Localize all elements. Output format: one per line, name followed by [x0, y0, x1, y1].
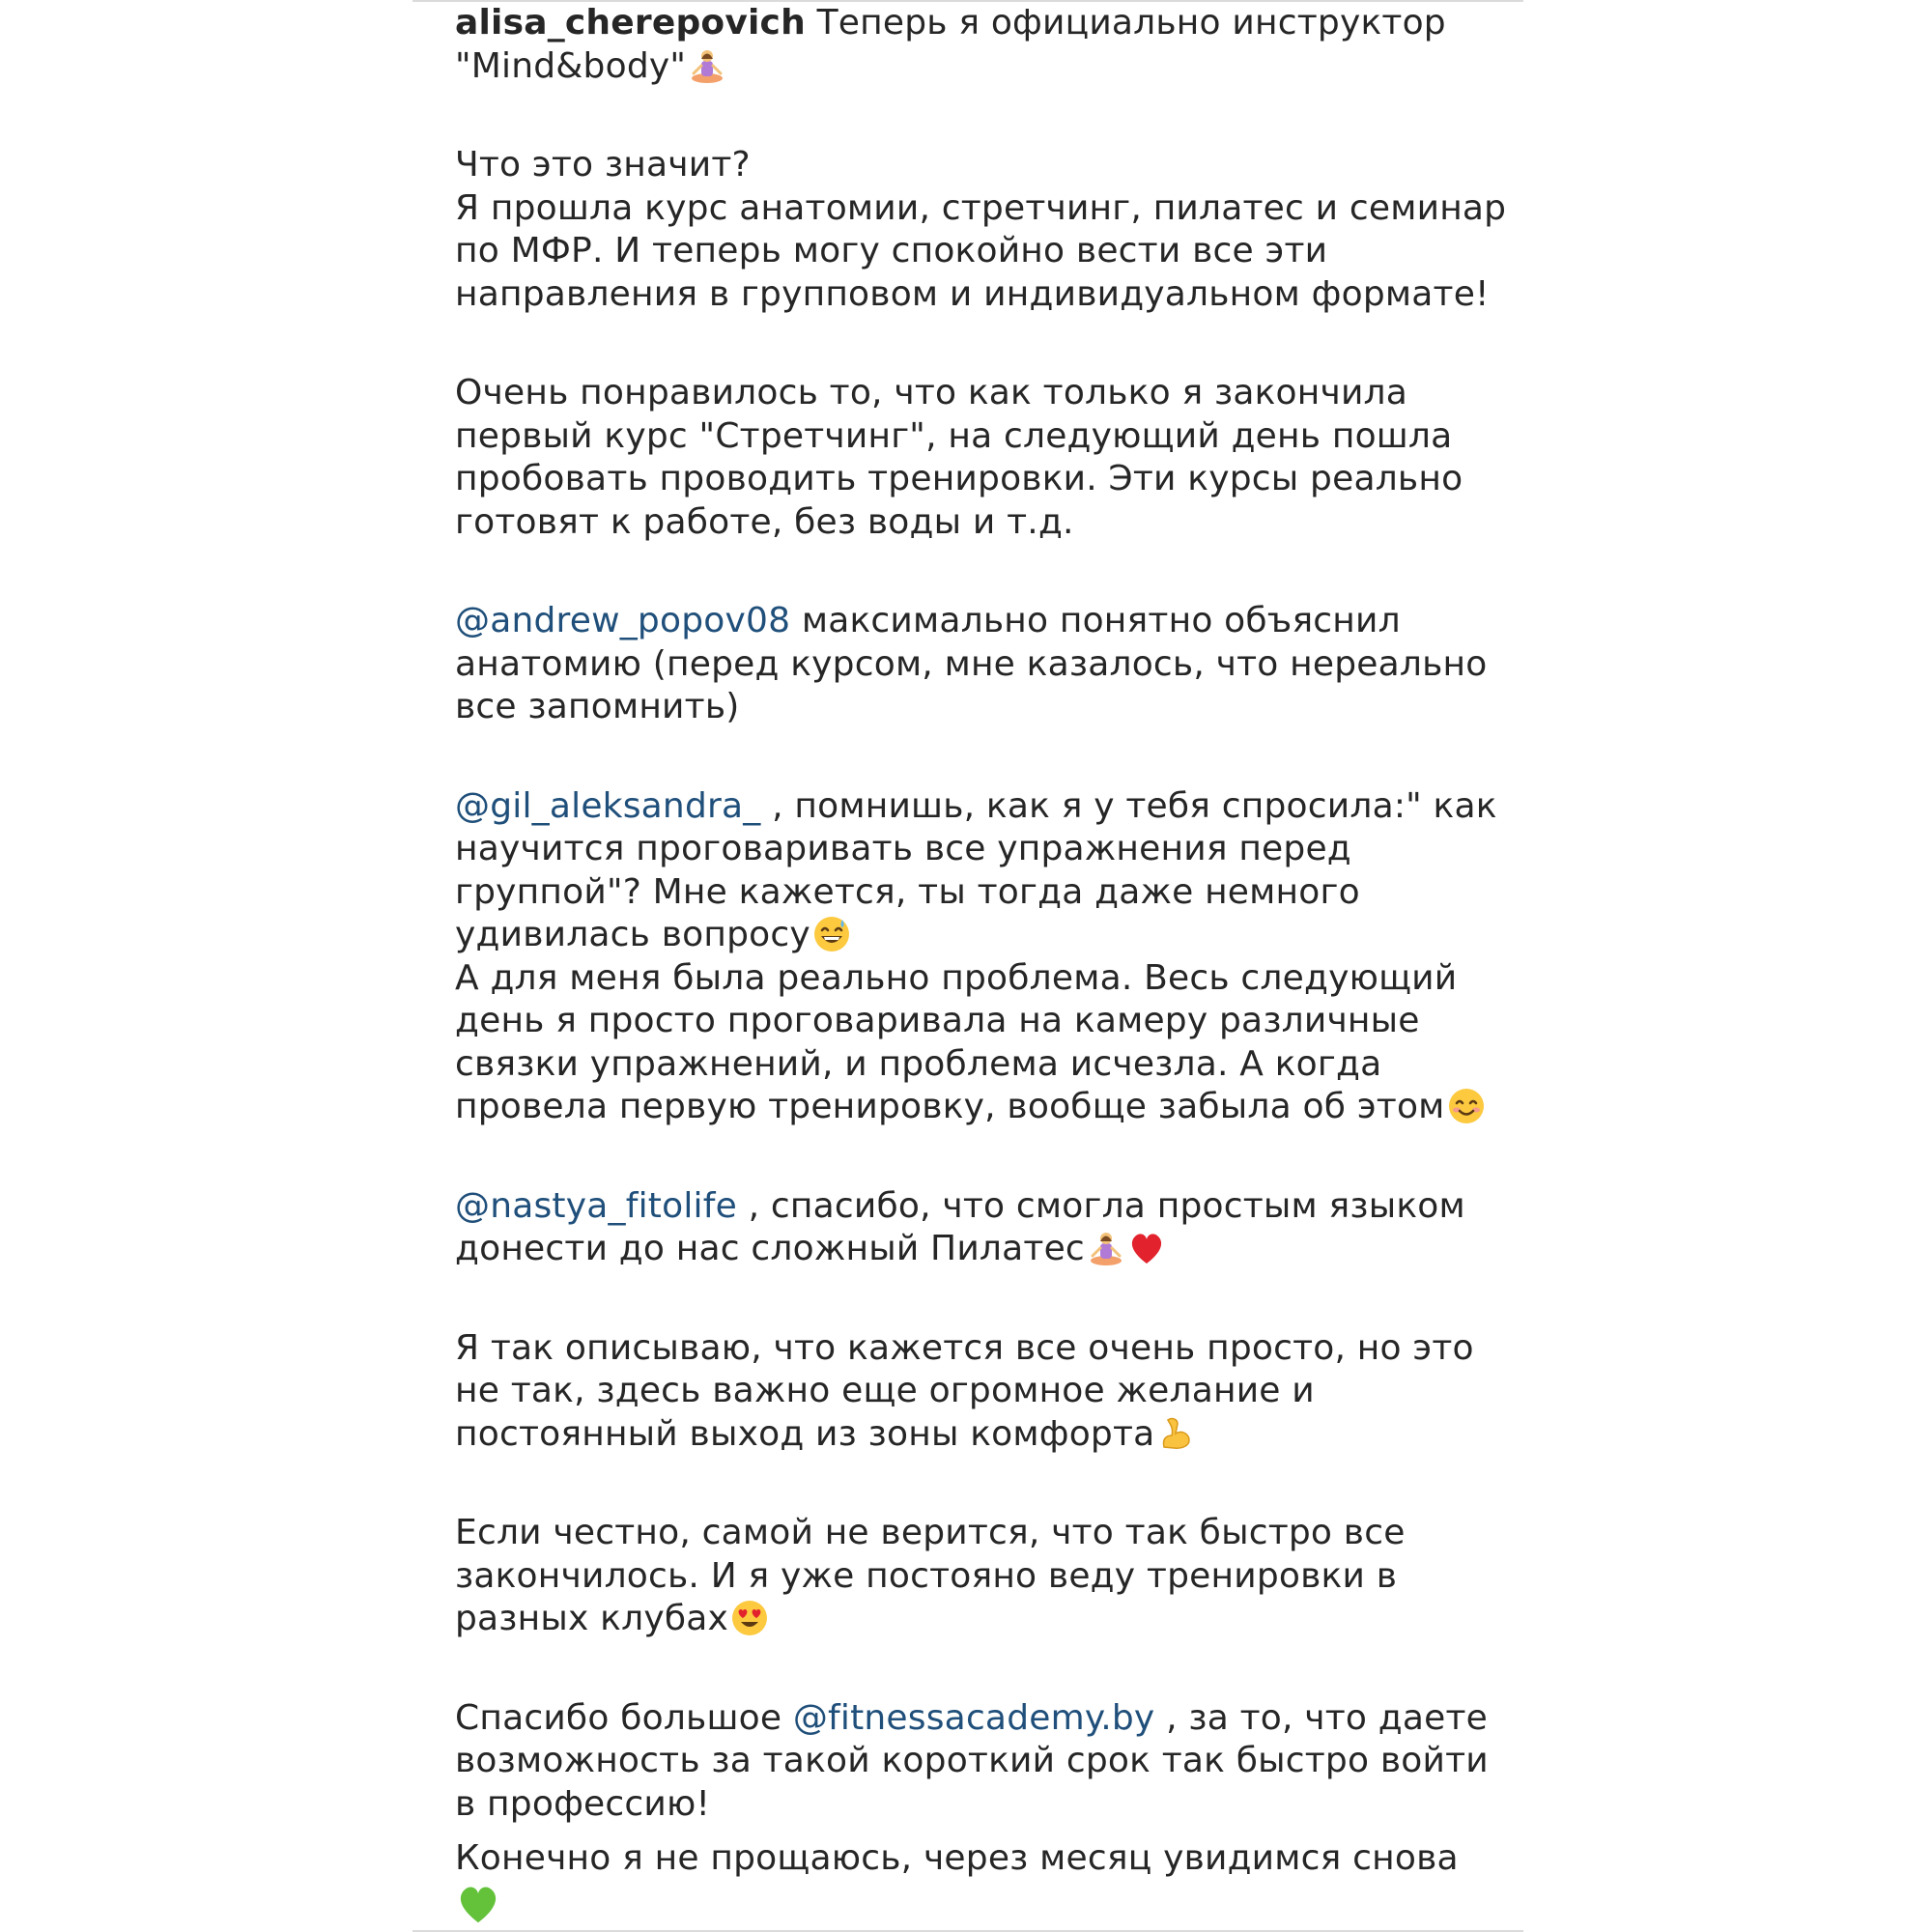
caption-line: А для меня была реально проблема. Весь следующий — [455, 957, 1458, 998]
paragraph-gap — [455, 729, 1498, 785]
caption-line: в профессию! — [455, 1783, 711, 1824]
smile-emoji-icon — [1447, 1087, 1486, 1125]
green-heart-emoji-icon — [455, 1881, 501, 1927]
caption-text: , помнишь, как я у тебя спросила:" как — [760, 785, 1497, 826]
mention-link[interactable]: @gil_aleksandra_ — [455, 785, 761, 826]
caption-line — [455, 914, 1498, 957]
caption-line: направления в групповом и индивидуальном формате! — [455, 273, 1490, 314]
caption-line: Если честно, самой не верится, что так быстро все — [455, 1513, 1406, 1552]
paragraph-gap — [455, 544, 1498, 600]
caption-line: день я просто проговаривала на камеру различные — [455, 1001, 1420, 1040]
post-caption-panel — [412, 0, 1523, 1932]
caption-line: пробовать проводить тренировки. Эти курсы реально — [455, 459, 1463, 498]
caption-line: связки упражнений, и проблема исчезла. А когда — [455, 1043, 1382, 1084]
caption-line: возможность за такой короткий срок так быстро войти — [455, 1741, 1489, 1780]
caption-line: Я так описываю, что кажется все очень просто, но это — [455, 1327, 1474, 1368]
caption-line: первый курс "Стретчинг", на следующий день пошла — [455, 415, 1453, 456]
post-caption — [455, 2, 1507, 1923]
paragraph-gap — [455, 1129, 1498, 1185]
line-gap — [455, 1826, 1498, 1837]
caption-line — [455, 1697, 1498, 1741]
paragraph-gap — [455, 88, 1498, 144]
lotus-person-emoji-icon — [1087, 1229, 1125, 1267]
caption-text: разных клубах — [455, 1599, 728, 1638]
caption-text: , за то, что даете — [1154, 1697, 1489, 1738]
caption-text: провела первую тренировку, вообще забыла об этом — [455, 1087, 1445, 1126]
caption-text: Теперь я официально инструктор — [805, 3, 1446, 43]
paragraph-gap — [455, 1271, 1498, 1327]
caption-line — [455, 1598, 1498, 1641]
caption-line: научится проговаривать все упражнения перед — [455, 829, 1351, 868]
flexed-biceps-emoji-icon — [1156, 1414, 1195, 1453]
caption-line — [455, 1881, 1498, 1924]
lotus-person-emoji-icon — [688, 46, 726, 85]
caption-line: Я прошла курс анатомии, стретчинг, пилатес и семинар — [455, 187, 1507, 228]
caption-line: Что это значит? — [455, 145, 751, 185]
caption-line: все запомнить) — [455, 687, 740, 726]
paragraph-gap — [455, 1456, 1498, 1512]
caption-header-line — [455, 2, 1498, 45]
caption-text: постоянный выход из зоны комфорта — [455, 1413, 1155, 1454]
mention-link[interactable]: @nastya_fitolife — [455, 1185, 737, 1226]
caption-line: Очень понравилось то, что как только я закончила — [455, 373, 1408, 412]
caption-text: удивилась вопросу — [455, 915, 810, 954]
caption-line — [455, 785, 1498, 829]
caption-line — [455, 1086, 1498, 1129]
caption-line — [455, 1185, 1498, 1229]
caption-line: группой"? Мне кажется, ты тогда даже немного — [455, 871, 1360, 912]
caption-line: закончилось. И я уже постояно веду тренировки в — [455, 1555, 1398, 1596]
caption-line: готовят к работе, без воды и т.д. — [455, 501, 1074, 542]
sweat-smile-emoji-icon — [812, 915, 851, 953]
mention-link[interactable]: @fitnessacademy.by — [792, 1697, 1155, 1738]
caption-text: "Mind&body" — [455, 45, 687, 86]
caption-text: максимально понятно объяснил — [790, 601, 1401, 640]
caption-line: анатомию (перед курсом, мне казалось, что нереально — [455, 643, 1488, 684]
heart-eyes-emoji-icon — [730, 1599, 769, 1637]
caption-line — [455, 600, 1498, 643]
caption-line — [455, 45, 1498, 89]
red-heart-emoji-icon — [1127, 1229, 1166, 1267]
caption-line — [455, 1413, 1498, 1457]
caption-line: Конечно я не прощаюсь, через месяц увидимся снова — [455, 1838, 1459, 1878]
paragraph-gap — [455, 316, 1498, 372]
paragraph-gap — [455, 1641, 1498, 1697]
caption-line: по МФР. И теперь могу спокойно вести все эти — [455, 231, 1328, 270]
caption-text: , спасибо, что смогла простым языком — [736, 1185, 1465, 1226]
caption-line — [455, 1228, 1498, 1271]
caption-text: донести до нас сложный Пилатес — [455, 1229, 1085, 1268]
caption-line: не так, здесь важно еще огромное желание и — [455, 1371, 1315, 1410]
username-link[interactable]: alisa_cherepovich — [455, 3, 806, 43]
mention-link[interactable]: @andrew_popov08 — [455, 601, 791, 640]
caption-text: Спасибо большое — [455, 1697, 793, 1738]
